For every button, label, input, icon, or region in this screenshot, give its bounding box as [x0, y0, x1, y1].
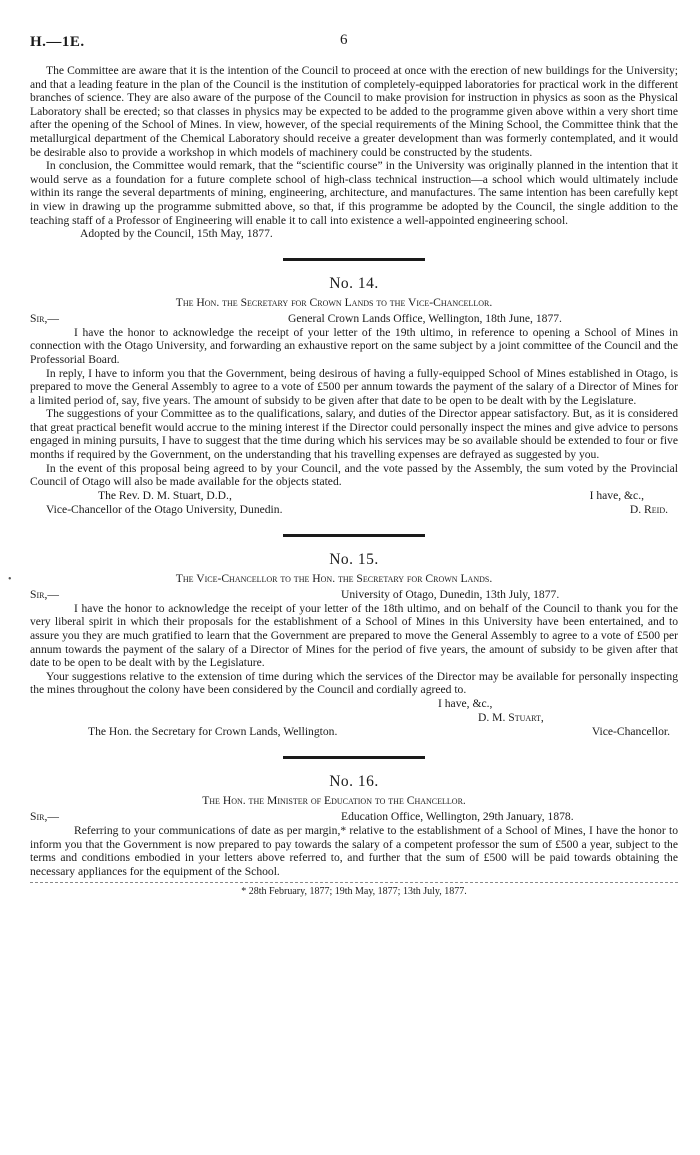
- sender-address: Education Office, Wellington, 29th January, 1878.: [341, 810, 574, 823]
- letter-heading: The Hon. the Minister of Education to the Chancellor.: [202, 794, 466, 807]
- margin-mark: •: [8, 574, 12, 585]
- letter-no-14: [30, 275, 678, 517]
- letter-heading: The Vice-Chancellor to the Hon. the Secretary for Crown Lands.: [175, 571, 493, 585]
- signature: D. Reid.: [629, 502, 668, 516]
- footnote-divider: [30, 882, 678, 883]
- salutation-line: [30, 810, 678, 824]
- letter-number: No. 15.: [329, 550, 379, 568]
- addressee-title: Vice-Chancellor of the Otago University, Dunedin.: [46, 502, 283, 516]
- adoption-note: Adopted by the Council, 15th May, 1877.: [80, 227, 273, 241]
- paragraph: I have the honor to acknowledge the receipt of your letter of the 18th ultimo, and on behalf of the Council to thank you for the very liberal spirit in which their proposals for the establishment of a School of Mines in this University have been entertained, and to assure you they are much gratified to learn that the Government are prepared to move the General Assembly to agree to a vote of £500 per annum towards the payment of the salary of a Director of Mines for the period of five years, the amount of subsidy to be given after that date to be open to be dealt with by the Legislature.: [30, 601, 678, 670]
- letter-number: No. 16.: [329, 773, 379, 790]
- paragraph: The suggestions of your Committee as to the qualifications, salary, and duties of the Director appear satisfactory. But, as it is considered that great practical benefit would accrue to the mining interest if the Director could personally inspect the mines and give advice to persons engaged in mining pursuits, I have to suggest that the time during which his services may be so available should be extended to four or five months if required by the Government, on the understanding that his travelling expenses are defrayed as suggested by you.: [30, 407, 678, 462]
- paragraph: In reply, I have to inform you that the Government, being desirous of having a fully-equipped School of Mines established in Otago, is prepared to move the General Assembly to agree to a vote of £500 per annum towards the payment of the salary of a Director of Mines for a limited period of, say, five years. The amount of subsidy to be given after that date to be open to be dealt with by the Legislature.: [30, 366, 678, 407]
- page-number: 6: [340, 32, 348, 48]
- closing-line: [30, 489, 678, 503]
- section-divider: [283, 258, 425, 261]
- letter-number: No. 14.: [329, 274, 379, 292]
- closing: I have, &c.,: [438, 697, 493, 710]
- closing: I have, &c.,: [589, 488, 644, 502]
- sender-address: General Crown Lands Office, Wellington, 18th June, 1877.: [288, 311, 562, 325]
- document-page: [30, 0, 678, 897]
- addressee: The Hon. the Secretary for Crown Lands, Wellington.: [88, 725, 338, 738]
- footnote: * 28th February, 1877; 19th May, 1877; 13th July, 1877.: [241, 886, 467, 898]
- committee-report-conclusion: [30, 64, 678, 241]
- salutation-line: [30, 312, 678, 326]
- letter-heading: The Hon. the Secretary for Crown Lands to the Vice-Chancellor.: [175, 295, 493, 309]
- signature-line: [30, 503, 678, 517]
- salutation-line: [30, 588, 678, 602]
- paragraph: In the event of this proposal being agreed to by your Council, and the vote passed by the Assembly, the sum voted by the Provincial Council of Otago will also be made available for the objects stated.: [30, 461, 678, 489]
- signature: D. M. Stuart,: [478, 711, 544, 724]
- document-reference: H.—1E.: [30, 34, 85, 50]
- paragraph: In conclusion, the Committee would remark, that the “scientific course” in the University was originally planned in the intention that it would serve as a foundation for a future complete school of high-class technical instruction—a school which would ultimately include within its range the several departments of mining, engineering, architecture, and manufactures. The same intention has been carefully kept in view in drawing up the programme submitted above, so that, if this programme be adopted by the Council, the single addition to the teaching staff of a Professor of Engineering will enable it to call into existence a well-appointed engineering school.: [30, 159, 678, 227]
- salutation: Sir,—: [30, 587, 59, 601]
- sender-address: University of Otago, Dunedin, 13th July, 1877.: [341, 587, 560, 601]
- closing-line: [30, 697, 678, 711]
- addressee-name: The Rev. D. M. Stuart, D.D.,: [98, 488, 232, 502]
- salutation: Sir,—: [30, 810, 59, 823]
- section-divider: [283, 534, 425, 537]
- signature-title: Vice-Chancellor.: [591, 725, 670, 738]
- letter-no-15: [30, 551, 678, 739]
- section-divider: [283, 756, 425, 759]
- paragraph: Referring to your communications of date as per margin,* relative to the establishment of a School of Mines, I have the honor to inform you that the Government is now prepared to pay towards the salary of a competent professor the sum of £500 a year, subject to the terms and conditions embodied in your letters above referred to, and further that the sum of £500 will be paid towards obtaining the necessary appliances for the equipment of the School.: [30, 824, 678, 878]
- page-header: [30, 34, 678, 64]
- signature-line: [30, 711, 678, 725]
- salutation: Sir,—: [30, 311, 59, 325]
- addressee-line: [30, 725, 678, 739]
- letter-no-16: [30, 773, 678, 897]
- paragraph: The Committee are aware that it is the intention of the Council to proceed at once with the erection of new buildings for the University; and that a leading feature in the plan of the Council is the institution of completely-equipped laboratories for practical work in the different branches of science. They are also aware of the purpose of the Council to make provision for instruction in physics as soon as the Physical Laboratory shall be erected; so that classes in physics may be expected to be added to the programme given above within a very short time after the opening of the School of Mines. In view, however, of the special requirements of the Mining School, the Committee think that the metallurgical department of the Chemical Laboratory should receive a greater development than was formerly contemplated, and it would be desirable also to provide a workshop in which models of machinery could be constructed by the students.: [30, 64, 678, 159]
- paragraph: Your suggestions relative to the extension of time during which the services of the Director may be available for personally inspecting the mines throughout the colony have been considered by the Council and cordially agreed to.: [30, 669, 678, 697]
- paragraph: I have the honor to acknowledge the receipt of your letter of the 19th ultimo, in reference to opening a School of Mines in connection with the Otago University, and forwarding an exhaustive report on the same subject by a joint committee of the Council and the Professorial Board.: [30, 325, 678, 366]
